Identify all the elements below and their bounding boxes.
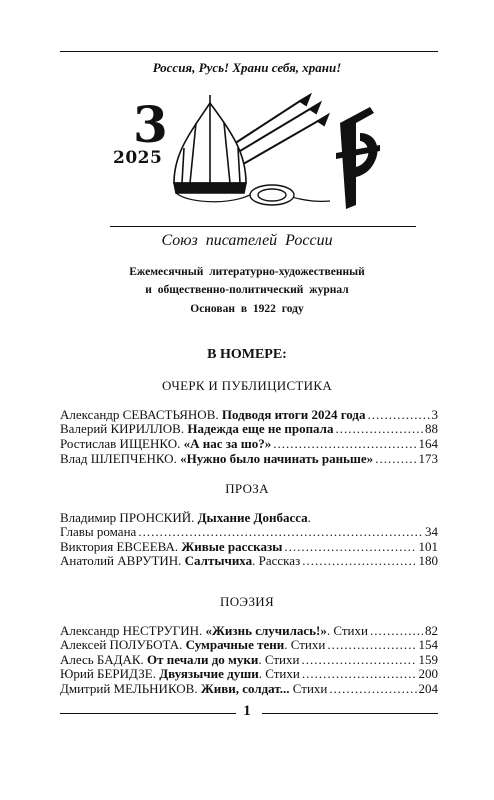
footer-rule-right bbox=[262, 713, 438, 714]
page-ref: 3 bbox=[431, 407, 438, 422]
section-title: ОЧЕРК И ПУБЛИЦИСТИКА bbox=[161, 378, 333, 393]
section-title: ПРОЗА bbox=[225, 481, 269, 496]
toc-entry[interactable]: Ростислав ИЩЕНКО. «А нас за шо?» ..... 164 bbox=[60, 436, 438, 452]
page-ref: 164 bbox=[418, 436, 438, 451]
publisher: Союз писателей России bbox=[161, 232, 333, 249]
toc-entry[interactable]: Анатолий АВРУТИН. Салтычиха. Рассказ ..... 180 bbox=[60, 553, 438, 569]
toc-entry[interactable]: Валерий КИРИЛЛОВ. Надежда еще не пропала ..... 88 bbox=[60, 421, 438, 437]
top-rule bbox=[60, 51, 438, 52]
page-ref: 204 bbox=[418, 681, 438, 696]
toc-entry[interactable]: Алесь БАДАК. От печали до муки. Стихи ..... 159 bbox=[60, 652, 438, 668]
description-line-2: и общественно-политический журнал bbox=[145, 284, 349, 296]
section-title: ПОЭЗИЯ bbox=[220, 594, 274, 609]
toc-entry[interactable]: Александр СЕВАСТЬЯНОВ. Подводя итоги 2024 года ..... 3 bbox=[60, 407, 438, 423]
toc-entry[interactable]: Виктория ЕВСЕЕВА. Живые рассказы ..... 101 bbox=[60, 539, 438, 555]
in-issue-title: В НОМЕРЕ: bbox=[207, 347, 287, 362]
shield-icon bbox=[250, 185, 294, 205]
header-rule bbox=[110, 226, 416, 227]
toc-entry[interactable]: Дмитрий МЕЛЬНИКОВ. Живи, солдат... Стихи ..... 204 bbox=[60, 681, 438, 697]
motto: Россия, Русь! Храни себя, храни! bbox=[152, 60, 342, 75]
page-ref: 173 bbox=[418, 451, 438, 466]
helmet-icon bbox=[174, 95, 246, 193]
toc-entry[interactable]: Александр НЕСТРУГИН. «Жизнь случилась!». Стихи ..... 82 bbox=[60, 623, 438, 639]
page-number: 1 bbox=[243, 703, 251, 719]
page-ref: 154 bbox=[418, 637, 438, 652]
toc-entry[interactable]: Владимир ПРОНСКИЙ. Дыхание Донбасса. bbox=[60, 510, 311, 525]
journal-emblem-helmet-logo bbox=[160, 93, 385, 223]
page-ref: 200 bbox=[418, 666, 438, 681]
issue-number: 3 bbox=[133, 95, 168, 154]
description-line-3: Основан в 1922 году bbox=[190, 303, 304, 315]
page-ref: 82 bbox=[425, 623, 438, 638]
page-ref: 159 bbox=[418, 652, 438, 667]
page-ref: 101 bbox=[418, 539, 438, 554]
page-ref: 88 bbox=[425, 421, 438, 436]
toc-entry[interactable]: Главы романа ..... 34 bbox=[60, 524, 438, 540]
issue-year: 2025 bbox=[113, 148, 163, 168]
monogram-icon bbox=[336, 107, 380, 209]
toc-entry[interactable]: Юрий БЕРИДЗЕ. Двуязычие души. Стихи ..... 200 bbox=[60, 666, 438, 682]
page-ref: 34 bbox=[425, 524, 438, 539]
description-line-1: Ежемесячный литературно-художественный bbox=[129, 266, 365, 278]
toc-entry[interactable]: Влад ШЛЕПЧЕНКО. «Нужно было начинать раньше» ..... 173 bbox=[60, 451, 438, 467]
page-ref: 180 bbox=[418, 553, 438, 568]
toc-entry[interactable]: Алексей ПОЛУБОТА. Сумрачные тени. Стихи ..... 154 bbox=[60, 637, 438, 653]
